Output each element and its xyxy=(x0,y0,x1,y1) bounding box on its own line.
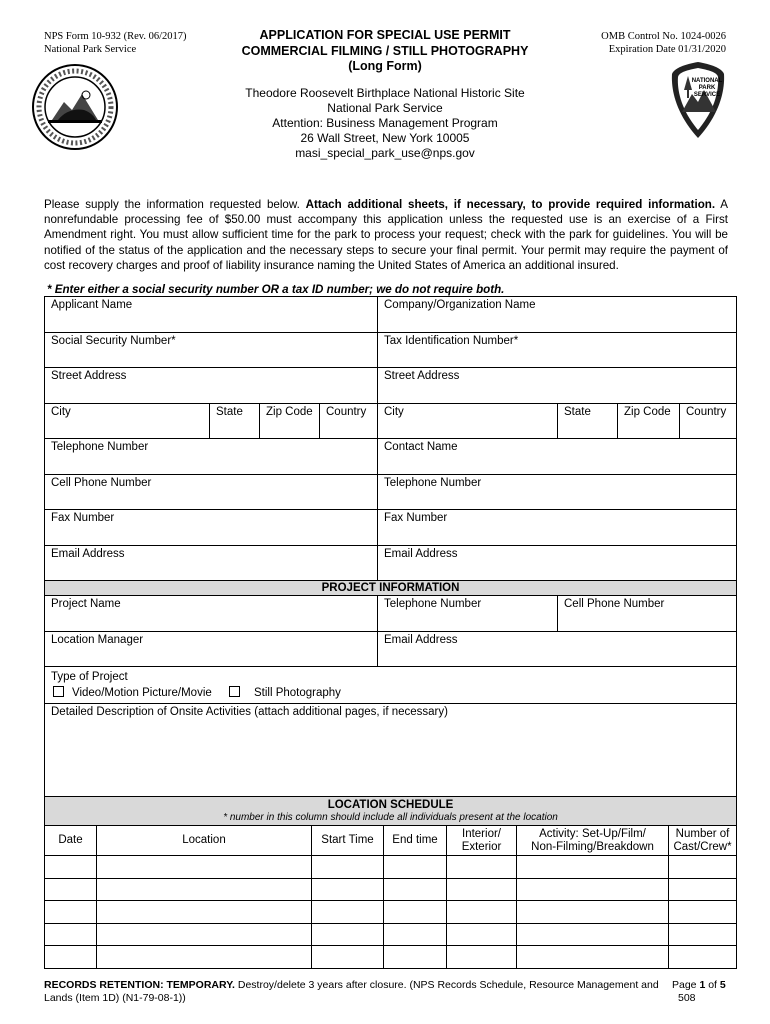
page-code: 508 xyxy=(678,992,696,1004)
contact-email: masi_special_park_use@nps.gov xyxy=(295,146,475,160)
attention-line: Attention: Business Management Program xyxy=(272,116,498,130)
country-field[interactable]: Country xyxy=(320,403,378,439)
location-manager-field[interactable]: Location Manager xyxy=(45,631,378,667)
company-street-address-field[interactable]: Street Address xyxy=(378,368,737,404)
schedule-row xyxy=(45,946,737,969)
activity-description-field[interactable]: Detailed Description of Onsite Activities (attach additional pages, if necessary) xyxy=(45,704,737,799)
title-line-1: APPLICATION FOR SPECIAL USE PERMIT xyxy=(259,28,511,42)
col-location: Location xyxy=(97,826,312,856)
still-photography-checkbox[interactable] xyxy=(229,686,240,697)
project-telephone-field[interactable]: Telephone Number xyxy=(378,596,558,632)
still-option-label: Still Photography xyxy=(253,687,341,699)
dept-interior-seal-icon xyxy=(30,62,120,152)
form-header-left xyxy=(44,30,187,56)
zip-field[interactable]: Zip Code xyxy=(260,403,320,439)
nps-arrowhead-icon xyxy=(670,60,726,140)
col-date: Date xyxy=(45,826,97,856)
video-checkbox[interactable] xyxy=(53,686,64,697)
page-number: Page 1 of 5 508 xyxy=(672,979,726,1004)
email-field[interactable]: Email Address xyxy=(45,545,378,581)
form-header-right xyxy=(601,30,726,56)
park-address xyxy=(190,86,580,161)
form-title xyxy=(190,28,580,75)
company-email-field[interactable]: Email Address xyxy=(378,545,737,581)
location-schedule-title: LOCATION SCHEDULE xyxy=(327,799,454,811)
tin-field[interactable]: Tax Identification Number* xyxy=(378,332,737,368)
expiration-date: Expiration Date 01/31/2020 xyxy=(608,44,726,55)
video-option-label: Video/Motion Picture/Movie xyxy=(72,687,212,699)
project-email-field[interactable]: Email Address xyxy=(378,631,737,667)
company-city-field[interactable]: City xyxy=(378,403,558,439)
fax-field[interactable]: Fax Number xyxy=(45,510,378,546)
city-field[interactable]: City xyxy=(45,403,210,439)
ssn-tin-note: * Enter either a social security number OR a tax ID number; we do not require both. xyxy=(47,283,505,296)
instructions-emphasis: Attach additional sheets, if necessary, to provide required information. xyxy=(305,198,716,211)
company-state-field[interactable]: State xyxy=(558,403,618,439)
park-name: Theodore Roosevelt Birthplace National Historic Site xyxy=(245,86,525,100)
cell-phone-field[interactable]: Cell Phone Number xyxy=(45,474,378,510)
street-address-field[interactable]: Street Address xyxy=(45,368,378,404)
form-number: NPS Form 10-932 (Rev. 06/2017) xyxy=(44,31,187,42)
project-type-label: Type of Project xyxy=(51,671,128,683)
company-fax-field[interactable]: Fax Number xyxy=(378,510,737,546)
col-cast-crew: Number of Cast/Crew* xyxy=(669,826,737,856)
company-country-field[interactable]: Country xyxy=(680,403,737,439)
company-zip-field[interactable]: Zip Code xyxy=(618,403,680,439)
state-field[interactable]: State xyxy=(210,403,260,439)
ssn-field[interactable]: Social Security Number* xyxy=(45,332,378,368)
location-schedule-table xyxy=(44,796,737,969)
svg-text:SERVICE: SERVICE xyxy=(693,92,721,98)
agency-name: National Park Service xyxy=(44,44,137,55)
omb-control-number: OMB Control No. 1024-0026 xyxy=(601,31,726,42)
project-type-field xyxy=(45,667,737,704)
svg-text:PARK: PARK xyxy=(698,85,716,91)
col-end-time: End time xyxy=(384,826,447,856)
schedule-row xyxy=(45,878,737,901)
schedule-row xyxy=(45,901,737,924)
col-start-time: Start Time xyxy=(312,826,384,856)
project-name-field[interactable]: Project Name xyxy=(45,596,378,632)
title-line-2: COMMERCIAL FILMING / STILL PHOTOGRAPHY xyxy=(241,43,529,58)
col-interior-exterior: Interior/ Exterior xyxy=(447,826,517,856)
company-name-field[interactable]: Company/Organization Name xyxy=(378,297,737,333)
schedule-row xyxy=(45,856,737,879)
service-name: National Park Service xyxy=(327,101,443,115)
project-cell-phone-field[interactable]: Cell Phone Number xyxy=(558,596,737,632)
location-schedule-header xyxy=(45,797,737,826)
contact-name-field[interactable]: Contact Name xyxy=(378,439,737,475)
company-telephone-field[interactable]: Telephone Number xyxy=(378,474,737,510)
applicant-form xyxy=(44,296,737,799)
records-retention-note: RECORDS RETENTION: TEMPORARY. Destroy/delete 3 years after closure. (NPS Records Schedule, Resource Management and Lands (Item 1D) (N1-79-08-1)) xyxy=(44,979,659,1004)
col-activity: Activity: Set-Up/Film/ Non-Filming/Breakdown xyxy=(517,826,669,856)
street-line: 26 Wall Street, New York 10005 xyxy=(300,131,470,145)
instructions-paragraph: Please supply the information requested below. Attach additional sheets, if necessary, to provide required information. A nonrefundable processing fee of $50.00 must accompany this application unless the requested use is an exercise of a First Amendment right. You must allow sufficient time for the park to process your request; check with the park for guidelines. You will be notified of the status of the application and the necessary steps to secure your final permit. Your permit may require the payment of cost recovery charges and proof of liability insurance naming the United States of America an additional insured. xyxy=(44,198,728,272)
title-line-3: (Long Form) xyxy=(348,59,422,73)
telephone-field[interactable]: Telephone Number xyxy=(45,439,378,475)
project-information-header: PROJECT INFORMATION xyxy=(45,581,737,596)
svg-text:NATIONAL: NATIONAL xyxy=(691,78,723,84)
location-schedule-subtitle: * number in this column should include all individuals present at the location xyxy=(223,812,558,823)
schedule-row xyxy=(45,923,737,946)
applicant-name-field[interactable]: Applicant Name xyxy=(45,297,378,333)
